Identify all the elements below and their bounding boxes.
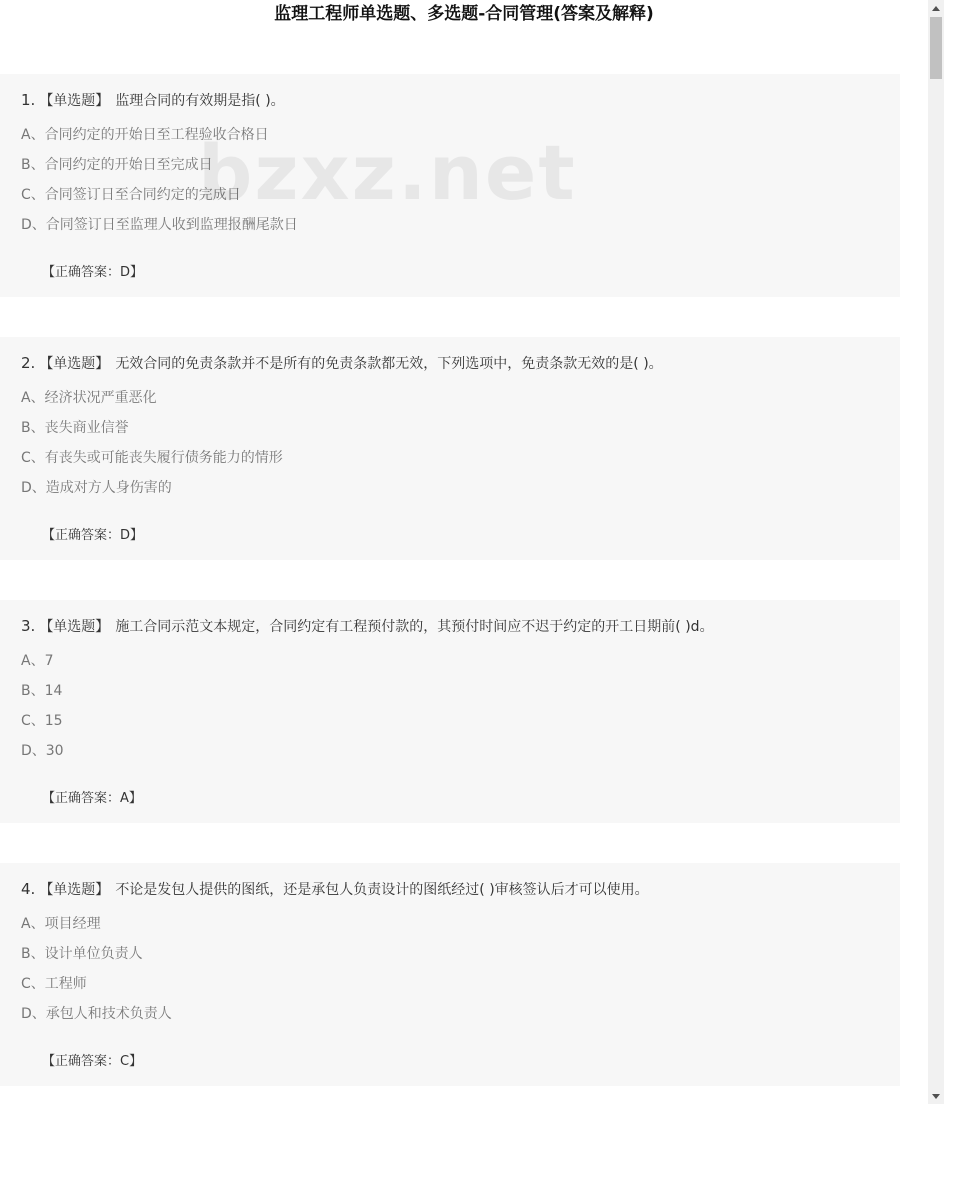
vertical-scrollbar[interactable] [928, 0, 944, 1104]
question-type: 【单选题】 [39, 882, 110, 898]
option-list [21, 387, 283, 507]
question-card-3 [0, 600, 900, 823]
correct-answer: 【正确答案：C】 [42, 1054, 143, 1069]
question-number: 1. [21, 91, 36, 109]
option-c: C、有丧失或可能丧失履行债务能力的情形 [21, 450, 283, 466]
question-number: 4. [21, 880, 36, 898]
option-a: A、合同约定的开始日至工程验收合格日 [21, 127, 269, 143]
question-card-4 [0, 863, 900, 1086]
arrow-down-icon [932, 1094, 940, 1099]
scrollbar-thumb[interactable] [930, 17, 942, 79]
scroll-up-button[interactable] [928, 0, 944, 16]
option-c: C、15 [21, 713, 63, 729]
page-title: 监理工程师单选题、多选题-合同管理(答案及解释) [274, 4, 654, 24]
question-header [21, 89, 285, 112]
question-type: 【单选题】 [39, 619, 110, 635]
option-a: A、项目经理 [21, 916, 101, 932]
question-card-2 [0, 337, 900, 560]
question-type: 【单选题】 [39, 93, 110, 109]
question-text: 施工合同示范文本规定，合同约定有工程预付款的，其预付时间应不迟于约定的开工日期前( )d。 [115, 619, 714, 635]
question-text: 监理合同的有效期是指( )。 [115, 93, 285, 109]
question-text: 不论是发包人提供的图纸，还是承包人负责设计的图纸经过( )审核签认后才可以使用。 [115, 882, 649, 898]
option-list [21, 124, 298, 244]
scroll-down-button[interactable] [928, 1088, 944, 1104]
question-header [21, 878, 649, 901]
question-card-1 [0, 74, 900, 297]
option-c: C、工程师 [21, 976, 87, 992]
option-a: A、7 [21, 653, 54, 669]
question-text: 无效合同的免责条款并不是所有的免责条款都无效，下列选项中，免责条款无效的是( )。 [115, 356, 663, 372]
correct-answer: 【正确答案：D】 [42, 265, 144, 280]
option-b: B、合同约定的开始日至完成日 [21, 157, 213, 173]
option-d: D、合同签订日至监理人收到监理报酬尾款日 [21, 217, 298, 233]
option-b: B、丧失商业信誉 [21, 420, 129, 436]
correct-answer: 【正确答案：A】 [42, 791, 142, 806]
question-number: 2. [21, 354, 36, 372]
question-header [21, 352, 663, 375]
option-list [21, 650, 64, 770]
option-b: B、设计单位负责人 [21, 946, 143, 962]
correct-answer: 【正确答案：D】 [42, 528, 144, 543]
option-c: C、合同签订日至合同约定的完成日 [21, 187, 241, 203]
arrow-up-icon [932, 6, 940, 11]
option-d: D、承包人和技术负责人 [21, 1006, 172, 1022]
question-header [21, 615, 714, 638]
option-d: D、造成对方人身伤害的 [21, 480, 172, 496]
option-d: D、30 [21, 743, 64, 759]
option-b: B、14 [21, 683, 63, 699]
option-a: A、经济状况严重恶化 [21, 390, 157, 406]
question-number: 3. [21, 617, 36, 635]
question-type: 【单选题】 [39, 356, 110, 372]
option-list [21, 913, 172, 1033]
